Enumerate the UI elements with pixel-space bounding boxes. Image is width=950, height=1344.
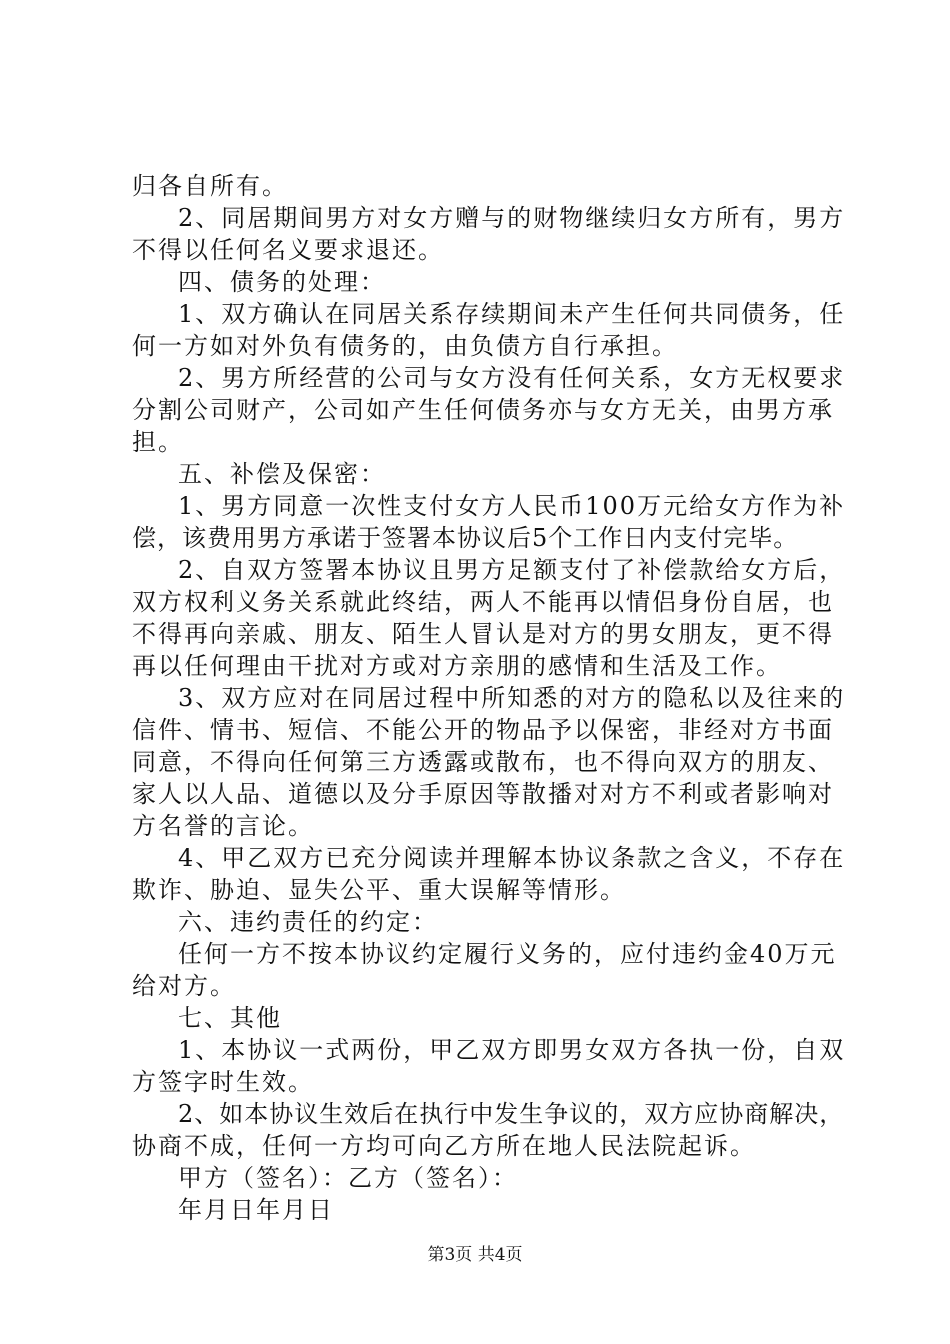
text-line: 协商不成，任何一方均可向乙方所在地人民法院起诉。 [132,1132,756,1160]
text-line: 2、如本协议生效后在执行中发生争议的，双方应协商解决， [178,1100,845,1128]
text-line: 给对方。 [132,972,236,1000]
page-number: 第3页 共4页 [427,1245,523,1265]
text-line: 归各自所有。 [132,172,288,200]
text-line: 不得以任何名义要求退还。 [132,236,444,264]
section-heading: 六、违约责任的约定： [178,908,438,936]
text-line: 双方权利义务关系就此终结，两人不能再以情侣身份自居，也 [132,588,834,616]
text-line: 欺诈、胁迫、显失公平、重大误解等情形。 [132,876,626,904]
text-line: 2、男方所经营的公司与女方没有任何关系，女方无权要求 [178,364,846,392]
text-line: 方签字时生效。 [132,1068,314,1096]
text-line: 2、同居期间男方对女方赠与的财物继续归女方所有，男方 [178,204,846,232]
text-line: 1、双方确认在同居关系存续期间未产生任何共同债务，任 [178,300,846,328]
date-line: 年月日年月日 [178,1196,334,1224]
text-line: 1、男方同意一次性支付女方人民币100万元给女方作为补 [178,492,846,520]
text-line: 担。 [132,428,184,456]
text-line: 4、甲乙双方已充分阅读并理解本协议条款之含义，不存在 [178,844,846,872]
text-line: 方名誉的言论。 [132,812,314,840]
text-line: 分割公司财产，公司如产生任何债务亦与女方无关，由男方承 [132,396,834,424]
section-heading: 四、债务的处理： [178,268,386,296]
section-heading: 七、其他 [178,1004,282,1032]
text-line: 任何一方不按本协议约定履行义务的，应付违约金40万元 [178,940,837,968]
text-line: 偿，该费用男方承诺于签署本协议后5个工作日内支付完毕。 [132,524,799,552]
text-line: 2、自双方签署本协议且男方足额支付了补偿款给女方后， [178,556,846,584]
text-line: 不得再向亲戚、朋友、陌生人冒认是对方的男女朋友，更不得 [132,620,834,648]
text-line: 1、本协议一式两份，甲乙双方即男女双方各执一份，自双 [178,1036,846,1064]
text-line: 何一方如对外负有债务的，由负债方自行承担。 [132,332,678,360]
text-line: 家人以人品、道德以及分手原因等散播对对方不利或者影响对 [132,780,834,808]
text-line: 同意，不得向任何第三方透露或散布，也不得向双方的朋友、 [132,748,834,776]
text-line: 信件、情书、短信、不能公开的物品予以保密，非经对方书面 [132,716,834,744]
text-line: 3、双方应对在同居过程中所知悉的对方的隐私以及往来的 [178,684,846,712]
signature-line: 甲方（签名）：乙方（签名）： [178,1164,518,1192]
section-heading: 五、补偿及保密： [178,460,386,488]
text-line: 再以任何理由干扰对方或对方亲朋的感情和生活及工作。 [132,652,782,680]
